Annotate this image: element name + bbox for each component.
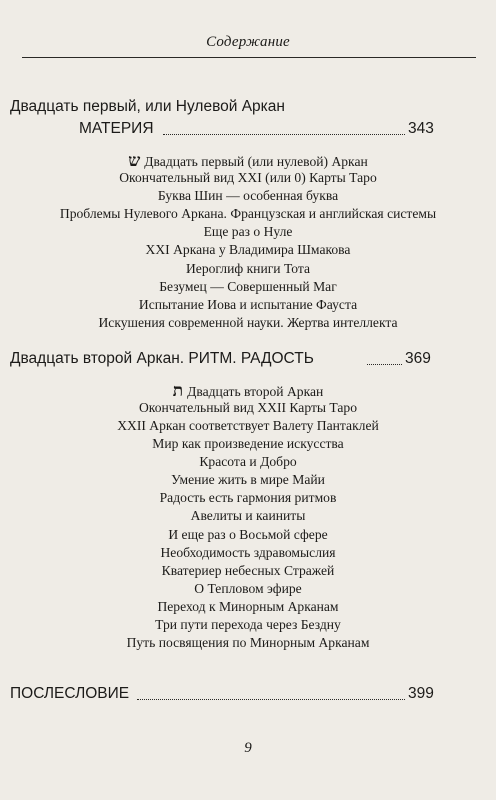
toc-subitem: Красота и Добро (199, 454, 297, 469)
dot-leader (367, 364, 402, 365)
toc-subitem: Путь посвящения по Минорным Арканам (126, 635, 370, 650)
toc-subitem: Испытание Иова и испытание Фауста (138, 297, 358, 312)
toc-subitem: Радость есть гармония ритмов (159, 490, 337, 505)
toc-subitem: Иероглиф книги Тота (185, 261, 311, 276)
page-number: 343 (408, 120, 434, 137)
toc-subitem: ת Двадцать второй Аркан (172, 381, 324, 401)
toc-subitem: Умение жить в мире Майи (171, 472, 325, 487)
toc-subitem: ש Двадцать первый (или нулевой) Аркан (128, 151, 368, 171)
toc-subitem: XXII Аркан соответствует Валету Пантаклей (117, 418, 379, 433)
dot-leader (163, 134, 405, 135)
toc-subitem: Три пути перехода через Бездну (155, 617, 341, 632)
toc-subitem: И еще раз о Восьмой сфере (168, 527, 328, 542)
toc-subitem: XXI Аркана у Владимира Шмакова (145, 242, 351, 257)
header-rule (22, 57, 476, 58)
toc-subitem: Кватериер небесных Стражей (161, 563, 335, 578)
toc-subitem: Проблемы Нулевого Аркана. Французская и английская системы (59, 206, 437, 221)
toc-subitem: Авелиты и каиниты (190, 508, 306, 523)
page-number: 369 (405, 350, 431, 367)
toc-subitem: Мир как произведение искусства (152, 436, 344, 451)
toc-subitem: Искушения современной науки. Жертва интеллекта (98, 315, 398, 330)
toc-subitem: Необходимость здравомыслия (160, 545, 336, 560)
toc-subitem: Буква Шин — особенная буква (157, 188, 339, 203)
running-head: Содержание (206, 34, 290, 50)
section-title-line2: МАТЕРИЯ (79, 120, 154, 137)
toc-subitem: Переход к Минорным Арканам (157, 599, 339, 614)
dot-leader (137, 699, 405, 700)
section-title: Двадцать первый, или Нулевой Аркан (10, 98, 285, 115)
page-number: 399 (408, 685, 434, 702)
toc-subitem: Окончательный вид XXII Карты Таро (138, 400, 358, 415)
toc-subitem: О Тепловом эфире (194, 581, 302, 596)
toc-subitem: Окончательный вид XXI (или 0) Карты Таро (119, 170, 377, 185)
hebrew-letter-shin: ש (128, 151, 141, 171)
section-title: Двадцать второй Аркан. РИТМ. РАДОСТЬ (10, 350, 314, 367)
section-title: ПОСЛЕСЛОВИЕ (10, 685, 130, 702)
hebrew-letter-tav: ת (172, 381, 184, 401)
toc-subitem: Еще раз о Нуле (203, 224, 293, 239)
toc-subitem: Безумец — Совершенный Маг (159, 279, 337, 294)
folio-page-number: 9 (244, 740, 252, 756)
